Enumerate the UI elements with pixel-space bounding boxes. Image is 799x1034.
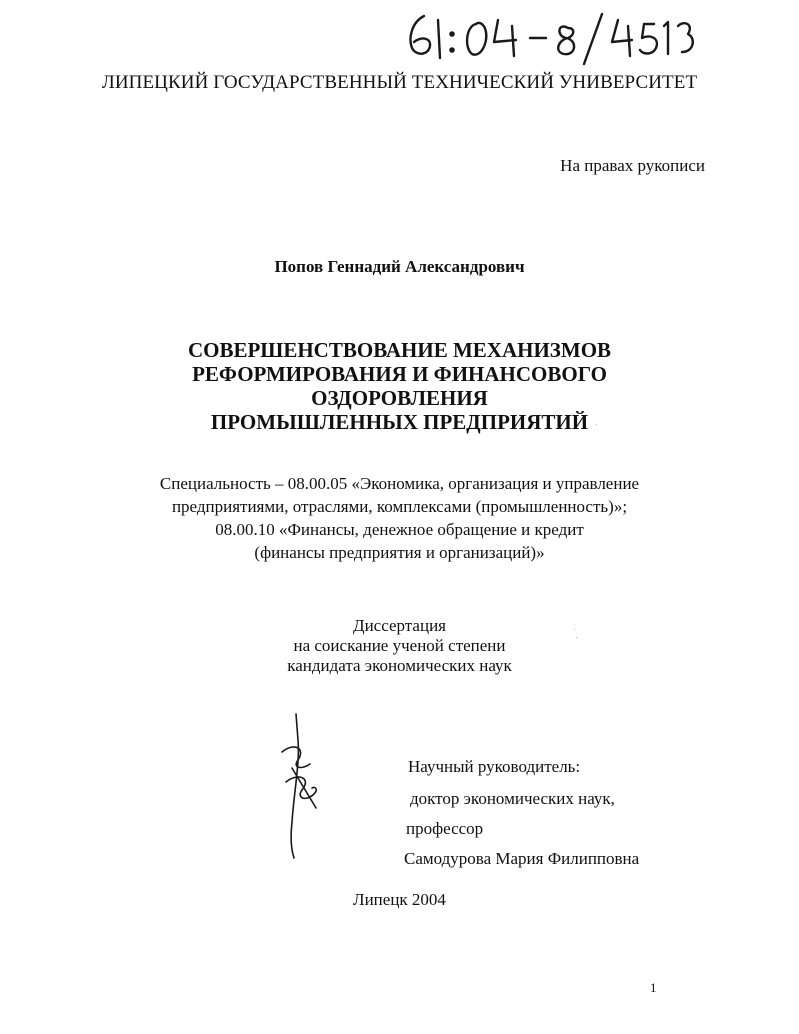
- specialty-line: предприятиями, отраслями, комплексами (промышленность)»;: [171, 497, 628, 516]
- dissertation-title: [0, 338, 799, 434]
- specialty-line: 08.00.10 «Финансы, денежное обращение и кредит: [215, 520, 584, 539]
- signature-image: [272, 712, 332, 862]
- dissertation-degree-block: [0, 616, 799, 676]
- page-number: 1: [650, 980, 657, 995]
- title-line: РЕФОРМИРОВАНИЯ И ФИНАНСОВОГО: [192, 362, 607, 386]
- degree-line: Диссертация: [352, 616, 446, 635]
- degree-line: кандидата экономических наук: [287, 656, 512, 675]
- supervisor-degree: доктор экономических наук,: [410, 789, 615, 808]
- title-line: СОВЕРШЕНСТВОВАНИЕ МЕХАНИЗМОВ: [187, 338, 612, 362]
- supervisor-name: Самодурова Мария Филипповна: [404, 849, 640, 868]
- scan-speck: [596, 424, 597, 425]
- handwritten-archive-code: [398, 8, 698, 66]
- university-name: ЛИПЕЦКИЙ ГОСУДАРСТВЕННЫЙ ТЕХНИЧЕСКИЙ УНИВЕРСИТЕТ: [101, 72, 698, 93]
- specialty-block: [0, 472, 799, 564]
- city-year: Липецк 2004: [353, 890, 446, 909]
- specialty-line: (финансы предприятия и организаций)»: [254, 543, 545, 562]
- title-line: ПРОМЫШЛЕННЫХ ПРЕДПРИЯТИЙ: [210, 410, 589, 434]
- title-line: ОЗДОРОВЛЕНИЯ: [311, 386, 488, 410]
- specialty-line: Специальность – 08.00.05 «Экономика, организация и управление: [159, 474, 640, 493]
- scan-speck: [576, 637, 577, 638]
- supervisor-position: профессор: [406, 819, 484, 838]
- author-name: Попов Геннадий Александрович: [274, 257, 525, 276]
- supervisor-label: Научный руководитель:: [408, 757, 581, 776]
- scan-speck: [574, 629, 575, 630]
- rights-notice: На правах рукописи: [560, 156, 705, 175]
- degree-line: на соискание ученой степени: [293, 636, 506, 655]
